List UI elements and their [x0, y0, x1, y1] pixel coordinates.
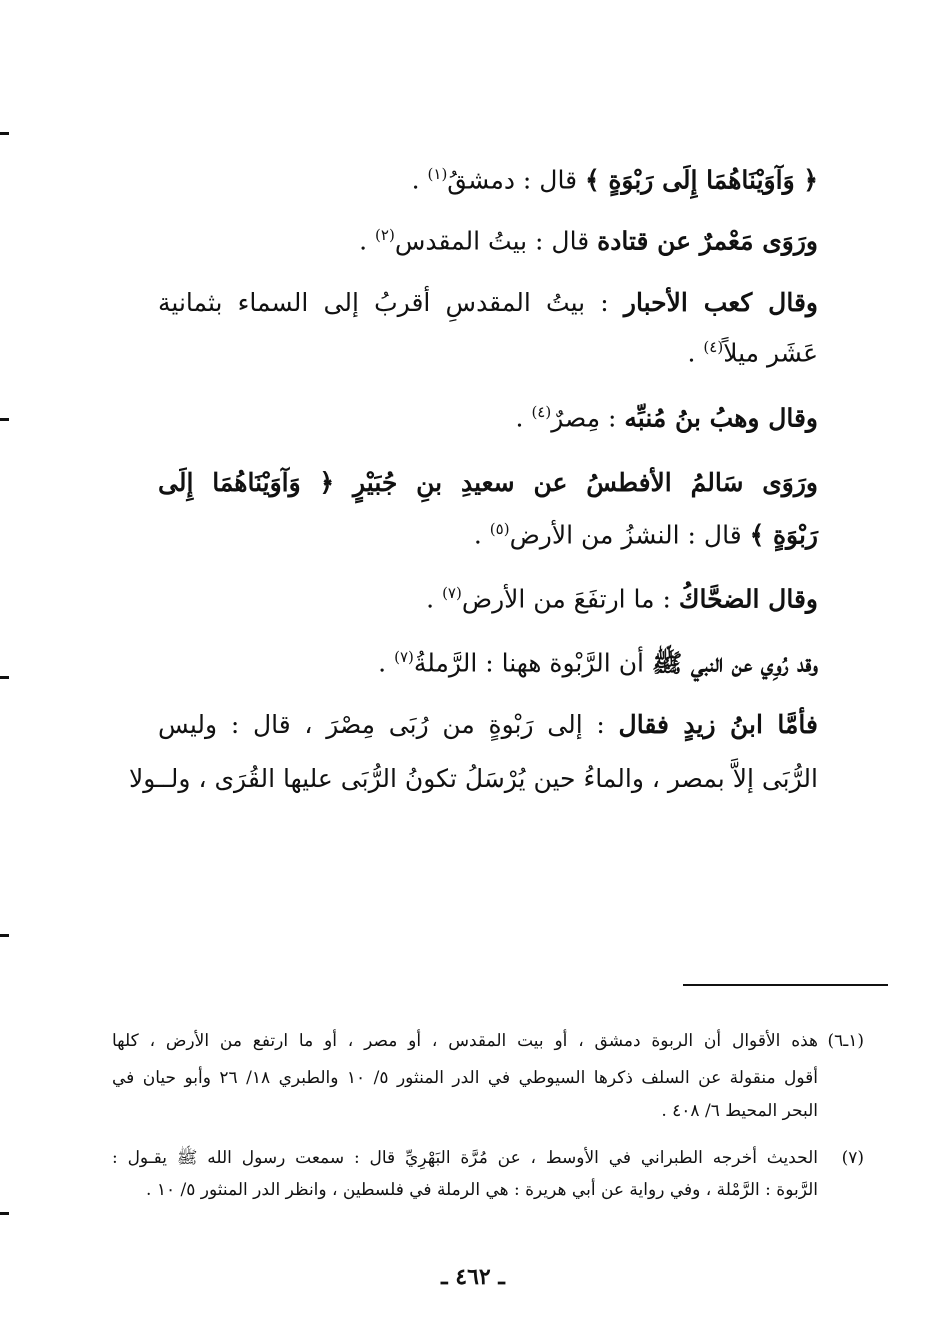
footnote-line: البحر المحيط ٦/ ٤٠٨ .: [661, 1101, 818, 1121]
footnote-ref: (٢): [375, 226, 395, 244]
quran-verse: ﴿ وَآوَيْنَاهُمَا إِلَى رَبْوَةٍ ﴾: [584, 165, 818, 195]
narrator: وقد رُوِي عن النبي ﷺ: [651, 648, 818, 678]
footnote-separator: [683, 984, 888, 986]
narrator: وقال وهبُ بنُ مُنبِّه: [624, 403, 818, 433]
narrator: وقال الضحَّاكُ: [678, 584, 818, 614]
narrator: وقال كعب الأحبار: [623, 288, 818, 317]
body-line-4: عَشَر ميلاً$^{(٤)}$ .: [687, 338, 818, 368]
body-line-7: رَبْوَةٍ ﴾ قال : النشزُ من الأرض$^{(٥)}$ .: [473, 520, 818, 550]
body-line-3: وقال كعب الأحبار : بيتُ المقدسِ أقربُ إلى السماء بثمانية: [158, 288, 818, 317]
body-line-8: وقال الضحَّاكُ : ما ارتفَعَ من الأرض$^{(٧)}$ .: [426, 584, 818, 614]
body-line-2: ورَوَى مَعْمرٌ عن قتادة قال : بيتُ المقدس$^{(٢)}$ .: [359, 226, 818, 256]
scan-edge-mark: [0, 418, 9, 421]
footnote-number: (٧): [841, 1148, 864, 1168]
body-line-5: وقال وهبُ بنُ مُنبِّه : مِصرٌ$^{(٤)}$ .: [515, 403, 818, 433]
quran-verse: ﴿ وَآوَيْنَاهُمَا إِلَى: [158, 468, 353, 497]
footnote-ref: (٤): [531, 403, 552, 421]
scan-edge-mark: [0, 1212, 9, 1215]
narrator: فأمَّا ابنُ زيدٍ فقال: [618, 710, 818, 739]
narrator: ورَوَى مَعْمرٌ عن قتادة: [597, 226, 818, 256]
footnote-ref: (٧): [442, 584, 462, 602]
footnote-line: الحديث أخرجه الطبراني في الأوسط ، عن مُرَّة البَهْرِيِّ قال : سمعت رسول الله ﷺ يقـول :: [112, 1148, 818, 1168]
footnote-line: أقول منقولة عن السلف ذكرها السيوطي في الدر المنثور ٥/ ١٠ والطبري ١٨/ ٢٦ وأبو حيان في: [112, 1068, 819, 1088]
quran-verse: رَبْوَةٍ ﴾: [749, 520, 818, 550]
footnote-line: هذه الأقوال أن الربوة دمشق ، أو بيت المقدس ، أو مصر ، أو ما ارتفع من الأرض ، كلها: [112, 1031, 818, 1051]
footnote-ref: (٧): [394, 648, 414, 666]
body-line-6: [158, 468, 818, 498]
footnote-ref: (٥): [489, 520, 510, 538]
narrator: ورَوَى سَالمُ الأفطسُ عن سعيدِ بنِ جُبَيْرٍ: [352, 468, 819, 497]
footnote-ref: (١): [427, 165, 448, 183]
scan-edge-mark: [0, 132, 9, 135]
body-line-11: الرُّبَى إلاَّ بمصر ، والماءُ حين يُرْسَلُ تكونُ الرُّبَى عليها القُرَى ، ولــولا: [128, 764, 818, 793]
scan-edge-mark: [0, 934, 9, 937]
page-number: ـ ٤٦٢ ـ: [441, 1264, 505, 1290]
footnote-ref: (٤): [703, 338, 724, 356]
footnote-number: (١ـ٦): [827, 1031, 864, 1051]
body-line-1: ﴿ وَآوَيْنَاهُمَا إِلَى رَبْوَةٍ ﴾ قال : دمشقُ$^{(١)}$ .: [411, 165, 818, 195]
body-line-10: فأمَّا ابنُ زيدٍ فقال : إلى رَبْوةٍ من رُبَى مِصْرَ ، قال : وليس: [158, 710, 818, 739]
body-line-9: وقد رُوِي عن النبي ﷺ أن الرَّبْوة ههنا : الرَّملةُ$^{(٧)}$ .: [378, 648, 818, 678]
footnote-line: الرَّبوة : الرَّمْلة ، وفي رواية عن أبي هريرة : هي الرملة في فلسطين ، وانظر الدر المنثور ٥/ ١٠ .: [146, 1180, 818, 1200]
scan-edge-mark: [0, 676, 9, 679]
